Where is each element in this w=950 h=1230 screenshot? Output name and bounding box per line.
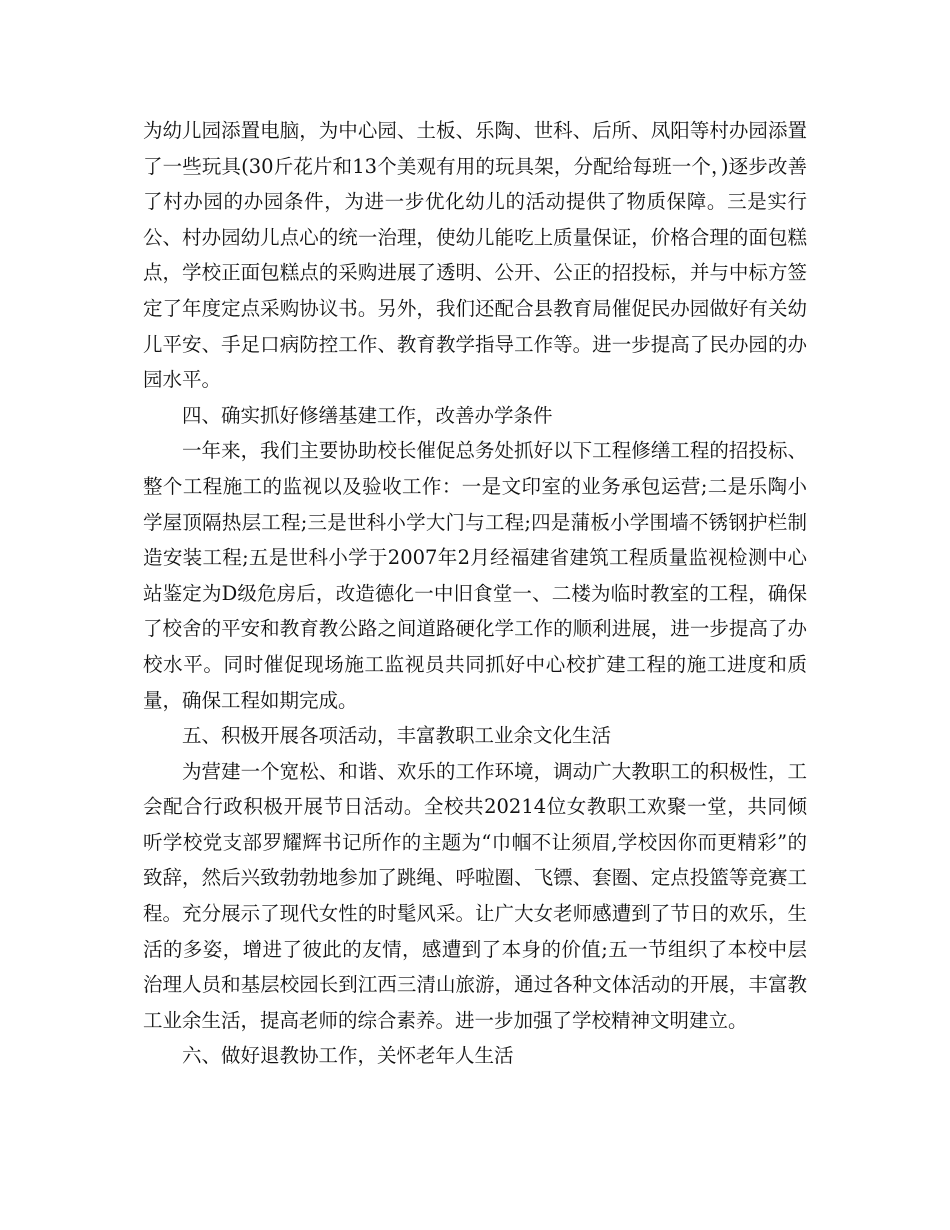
section-heading-six: 六、做好退教协工作，关怀老年人生活 (182, 1044, 514, 1068)
paragraph-construction-work: 一年来，我们主要协助校长催促总务处抓好以下工程修缮工程的招投标、整个工程施工的监视以及验收工作：一是文印室的业务承包运营;二是乐陶小学屋顶隔热层工程;三是世科小学大门与工程;四是蒲板小学围墙不锈钢护栏制造安装工程;五是世科小学于2007年2月经福建省建筑工程质量监视检测中心站鉴定为D级危房后，改造德化一中旧食堂一、二楼为临时教室的工程，确保了校舍的平安和教育教公路之间道路硬化学工作的顺利进展，进一步提高了办校水平。同时催促现场施工监视员共同抓好中心校扩建工程的施工进度和质量，确保工程如期完成。 (143, 439, 807, 712)
document-body (143, 113, 807, 1074)
section-heading-five: 五、积极开展各项活动，丰富教职工业余文化生活 (182, 724, 612, 748)
paragraph-staff-activities: 为营建一个宽松、和谐、欢乐的工作环境，调动广大教职工的积极性，工会配合行政积极开展节日活动。全校共20214位女教职工欢聚一堂，共同倾听学校党支部罗耀辉书记所作的主题为“巾帼不让须眉,学校因你而更精彩”的致辞，然后兴致勃勃地参加了跳绳、呼啦圈、飞镖、套圈、定点投篮等竞赛工程。充分展示了现代女性的时髦风采。让广大女老师感遭到了节日的欢乐，生活的多姿，增进了彼此的友情，感遭到了本身的价值;五一节组织了本校中层治理人员和基层校园长到江西三清山旅游，通过各种文体活动的开展，丰富教工业余生活，提高老师的综合素养。进一步加强了学校精神文明建立。 (143, 759, 807, 1032)
paragraph-kindergarten-improvements: 为幼儿园添置电脑，为中心园、土板、乐陶、世科、后所、凤阳等村办园添置了一些玩具(30斤花片和13个美观有用的玩具架，分配给每班一个，)逐步改善了村办园的办园条件，为进一步优化幼儿的活动提供了物质保障。三是实行公、村办园幼儿点心的统一治理，使幼儿能吃上质量保证，价格合理的面包糕点，学校正面包糕点的采购进展了透明、公开、公正的招投标，并与中标方签定了年度定点采购协议书。另外，我们还配合县教育局催促民办园做好有关幼儿平安、手足口病防控工作、教育教学指导工作等。进一步提高了民办园的办园水平。 (143, 119, 807, 392)
section-heading-four: 四、确实抓好修缮基建工作，改善办学条件 (182, 403, 553, 427)
